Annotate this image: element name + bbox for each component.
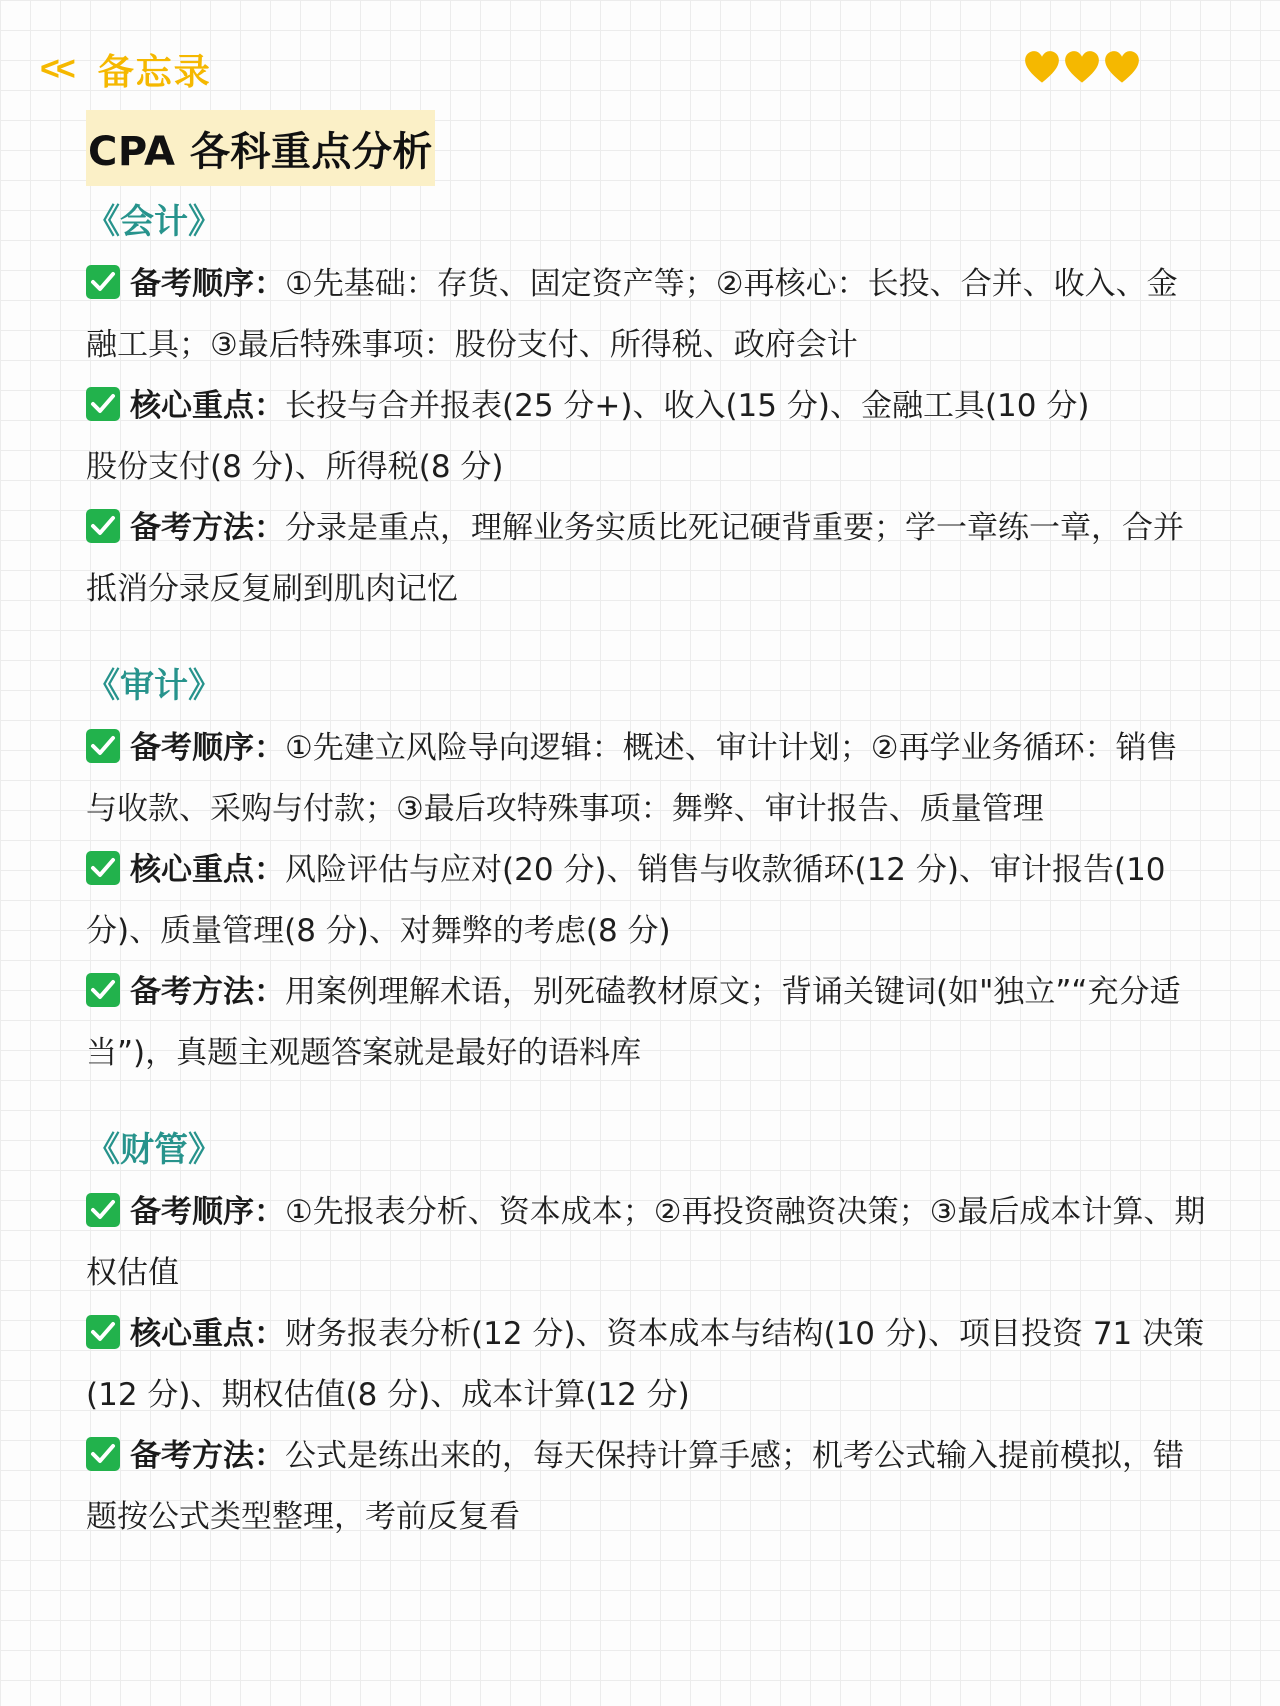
item-text: 用案例理解术语，别死磕教材原文；背诵关键词(如"独立”“充分适当”)，真题主观题答案就是最好的语料库 [86, 974, 1181, 1071]
item-label: 备考顺序： [130, 266, 285, 302]
check-mark-icon [86, 509, 120, 543]
section-finance [86, 1122, 1206, 1548]
list-item [86, 718, 1206, 840]
list-item [86, 1304, 1206, 1426]
note-content [86, 194, 1206, 1586]
list-item [86, 376, 1206, 498]
heart-icon [1024, 50, 1060, 86]
check-mark-icon [86, 1437, 120, 1471]
check-mark-icon [86, 1315, 120, 1349]
item-label: 备考顺序： [130, 1194, 285, 1230]
back-chevrons-icon[interactable]: << [40, 49, 72, 88]
list-item [86, 840, 1206, 962]
item-label: 核心重点： [130, 388, 285, 424]
check-mark-icon [86, 1193, 120, 1227]
item-text: 风险评估与应对(20 分)、销售与收款循环(12 分)、审计报告(10 分)、质量管理(8 分)、对舞弊的考虑(8 分) [86, 852, 1166, 949]
top-bar [40, 44, 212, 94]
heart-icon [1104, 50, 1140, 86]
item-text: ①先建立风险导向逻辑：概述、审计计划；②再学业务循环：销售与收款、采购与付款；③最后攻特殊事项：舞弊、审计报告、质量管理 [86, 730, 1178, 827]
list-item [86, 962, 1206, 1084]
check-mark-icon [86, 265, 120, 299]
heart-icon [1064, 50, 1100, 86]
list-item [86, 1426, 1206, 1548]
item-label: 备考方法： [130, 510, 285, 546]
check-mark-icon [86, 387, 120, 421]
item-label: 备考方法： [130, 1438, 285, 1474]
item-text: 财务报表分析(12 分)、资本成本与结构(10 分)、项目投资 71 决策(12 分)、期权估值(8 分)、成本计算(12 分) [86, 1316, 1205, 1413]
section-title: 《财管》 [86, 1130, 222, 1170]
item-text: ①先报表分析、资本成本；②再投资融资决策；③最后成本计算、期权估值 [86, 1194, 1206, 1291]
hearts-decoration [1024, 50, 1140, 86]
list-item [86, 254, 1206, 376]
check-mark-icon [86, 851, 120, 885]
item-text: 分录是重点，理解业务实质比死记硬背重要；学一章练一章，合并抵消分录反复刷到肌肉记忆 [86, 510, 1184, 607]
item-text: 公式是练出来的，每天保持计算手感；机考公式输入提前模拟，错题按公式类型整理，考前反复看 [86, 1438, 1184, 1535]
check-mark-icon [86, 973, 120, 1007]
section-title: 《会计》 [86, 202, 222, 242]
item-label: 核心重点： [130, 852, 285, 888]
title-highlight [86, 110, 435, 186]
section-audit [86, 658, 1206, 1084]
item-label: 备考方法： [130, 974, 285, 1010]
item-label: 备考顺序： [130, 730, 285, 766]
item-text: 长投与合并报表(25 分+)、收入(15 分)、金融工具(10 分) 股份支付(8 分)、所得税(8 分) [86, 388, 1090, 485]
item-text: ①先基础：存货、固定资产等；②再核心：长投、合并、收入、金融工具；③最后特殊事项：股份支付、所得税、政府会计 [86, 266, 1178, 363]
section-accounting [86, 194, 1206, 620]
section-title: 《审计》 [86, 666, 222, 706]
list-item [86, 1182, 1206, 1304]
check-mark-icon [86, 729, 120, 763]
app-title: 备忘录 [97, 51, 212, 93]
list-item [86, 498, 1206, 620]
item-label: 核心重点： [130, 1316, 285, 1352]
page-title: CPA 各科重点分析 [88, 128, 433, 175]
